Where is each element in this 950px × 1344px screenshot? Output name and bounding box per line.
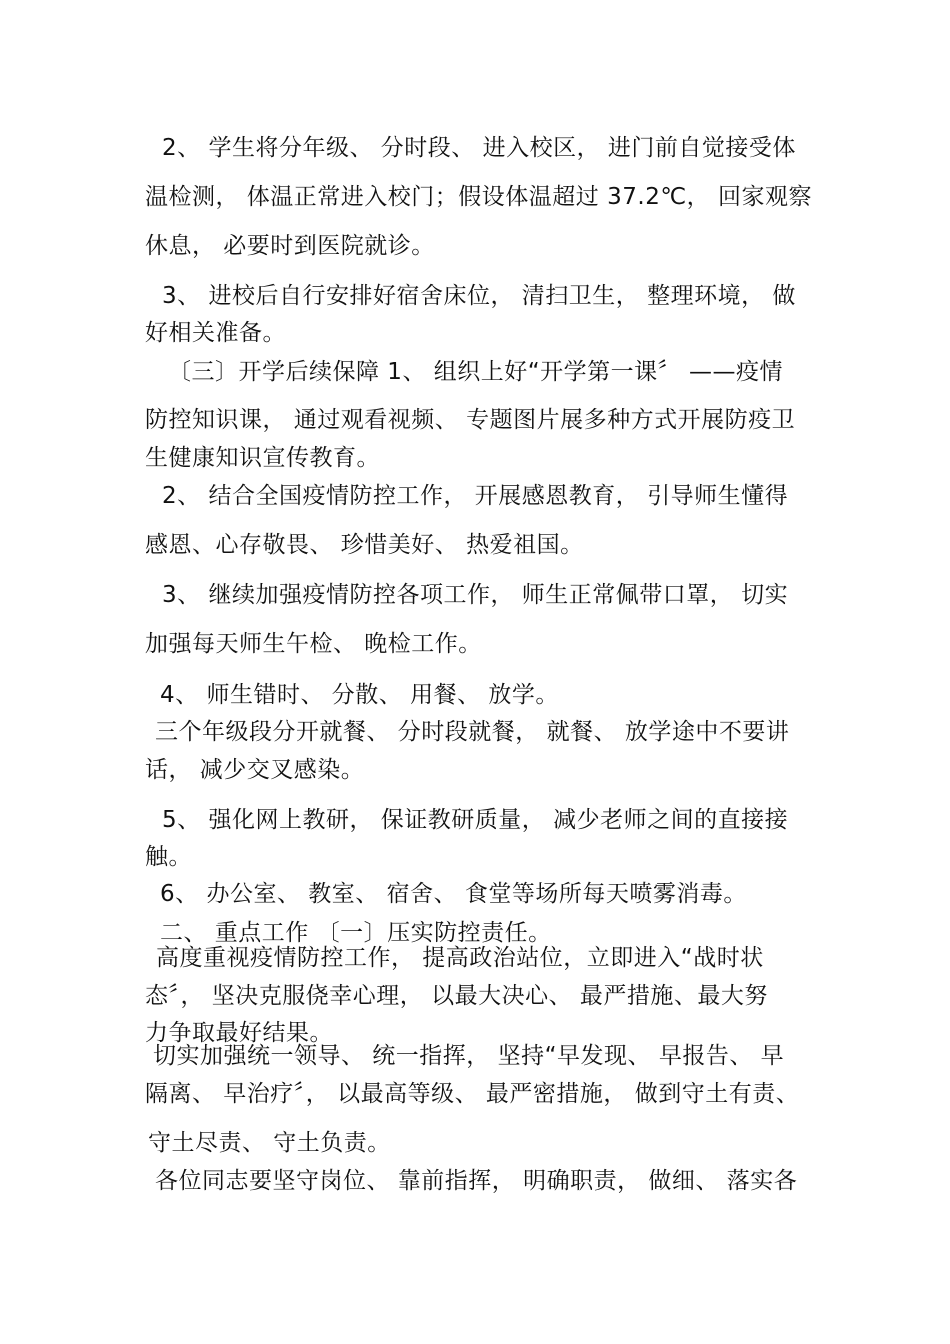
text-line: 高度重视疫情防控工作， 提高政治站位，立即进入“战时状	[156, 945, 764, 971]
text-line: 生健康知识宣传教育。	[145, 445, 380, 471]
text-line: 触。	[145, 844, 192, 870]
text-line: 加强每天师生午检、 晚检工作。	[145, 631, 482, 657]
text-line: 休息， 必要时到医院就诊。	[145, 233, 435, 259]
text-line: 感恩、心存敬畏、 珍惜美好、 热爱祖国。	[145, 532, 584, 558]
text-line: 〔三〕开学后续保障 1、 组织上好“开学第一课〞 ——疫情	[168, 359, 783, 385]
text-line: 防控知识课， 通过观看视频、 专题图片展多种方式开展防疫卫	[145, 407, 796, 433]
text-line: 2、 学生将分年级、 分时段、 进入校区， 进门前自觉接受体	[162, 135, 796, 161]
text-line: 隔离、 早治疗〞， 以最高等级、 最严密措施， 做到守土有责、	[145, 1081, 800, 1107]
text-line: 4、 师生错时、 分散、 用餐、 放学。	[160, 682, 559, 708]
text-line: 3、 继续加强疫情防控各项工作， 师生正常佩带口罩， 切实	[162, 582, 789, 608]
text-line: 二、 重点工作 〔一〕压实防控责任。	[160, 920, 552, 946]
text-line: 6、 办公室、 教室、 宿舍、 食堂等场所每天喷雾消毒。	[160, 881, 747, 907]
text-line: 守土尽责、 守土负责。	[148, 1130, 391, 1156]
text-line: 切实加强统一领导、 统一指挥， 坚持“早发现、 早报告、 早	[153, 1043, 785, 1069]
text-line: 好相关准备。	[145, 320, 286, 346]
text-line: 态〞， 坚决克服侥幸心理， 以最大决心、 最严措施、最大努	[145, 983, 768, 1009]
text-line: 5、 强化网上教研， 保证教研质量， 减少老师之间的直接接	[162, 807, 789, 833]
text-line: 3、 进校后自行安排好宿舍床位， 清扫卫生， 整理环境， 做	[162, 283, 796, 309]
text-line: 2、 结合全国疫情防控工作， 开展感恩教育， 引导师生懂得	[162, 483, 789, 509]
text-line: 力争取最好结果。	[145, 1020, 333, 1046]
text-line: 各位同志要坚守岗位、 靠前指挥， 明确职责， 做细、 落实各	[155, 1168, 798, 1194]
text-line: 温检测， 体温正常进入校门；假设体温超过 37.2℃， 回家观察	[145, 184, 812, 210]
text-line: 话， 减少交叉感染。	[145, 757, 365, 783]
text-line: 三个年级段分开就餐、 分时段就餐， 就餐、 放学途中不要讲	[155, 719, 790, 745]
